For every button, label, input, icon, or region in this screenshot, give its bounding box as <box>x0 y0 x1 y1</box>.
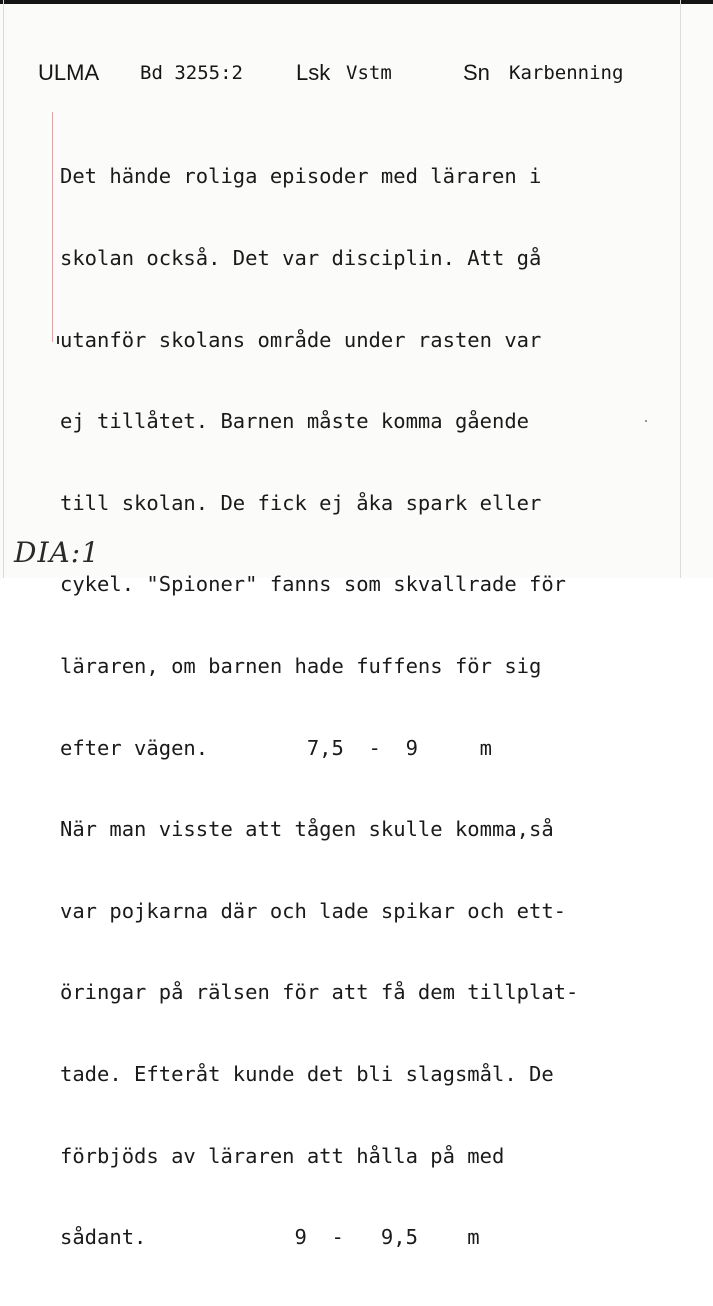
text-line: sådant. 9 - 9,5 m <box>60 1225 480 1250</box>
landskap-label: Lsk <box>296 60 331 85</box>
card-top-edge <box>0 0 713 4</box>
text-line: efter vägen. 7,5 - 9 m <box>60 735 492 760</box>
margin-tick <box>57 336 59 344</box>
text-line: var pojkarna där och lade spikar och ett- <box>60 898 567 923</box>
speck <box>645 420 647 422</box>
text-line: förbjöds av läraren att hålla på med <box>60 1143 505 1168</box>
text-line: läraren, om barnen hade fuffens för sig <box>60 653 542 678</box>
text-line: När man visste att tågen skulle komma,så <box>60 817 554 842</box>
archive-value: Bd 3255:2 <box>140 62 243 84</box>
socken-label: Sn <box>463 60 490 85</box>
socken-value: Karbenning <box>509 62 624 84</box>
text-line: skolan också. Det var disciplin. Att gå <box>60 246 542 270</box>
handwritten-signature: DIA:1 <box>14 536 100 569</box>
text-line: Det hände roliga episoder med läraren i <box>60 164 542 189</box>
body-text <box>60 109 660 1306</box>
text-line: till skolan. De fick ej åka spark eller <box>60 490 542 515</box>
text-line: öringar på rälsen för att få dem tillplat- <box>60 980 579 1005</box>
archive-label: ULMA <box>38 60 100 85</box>
text-line: ej tillåtet. Barnen måste komma gående <box>60 409 529 434</box>
text-line: tade. Efteråt kunde det bli slagsmål. De <box>60 1061 554 1086</box>
card-header <box>0 58 713 88</box>
margin-line <box>52 112 53 342</box>
text-line: utanför skolans område under rasten var <box>60 327 542 352</box>
text-line: cykel. "Spioner" fanns som skvallrade för <box>60 572 567 597</box>
landskap-value: Vstm <box>346 62 392 84</box>
